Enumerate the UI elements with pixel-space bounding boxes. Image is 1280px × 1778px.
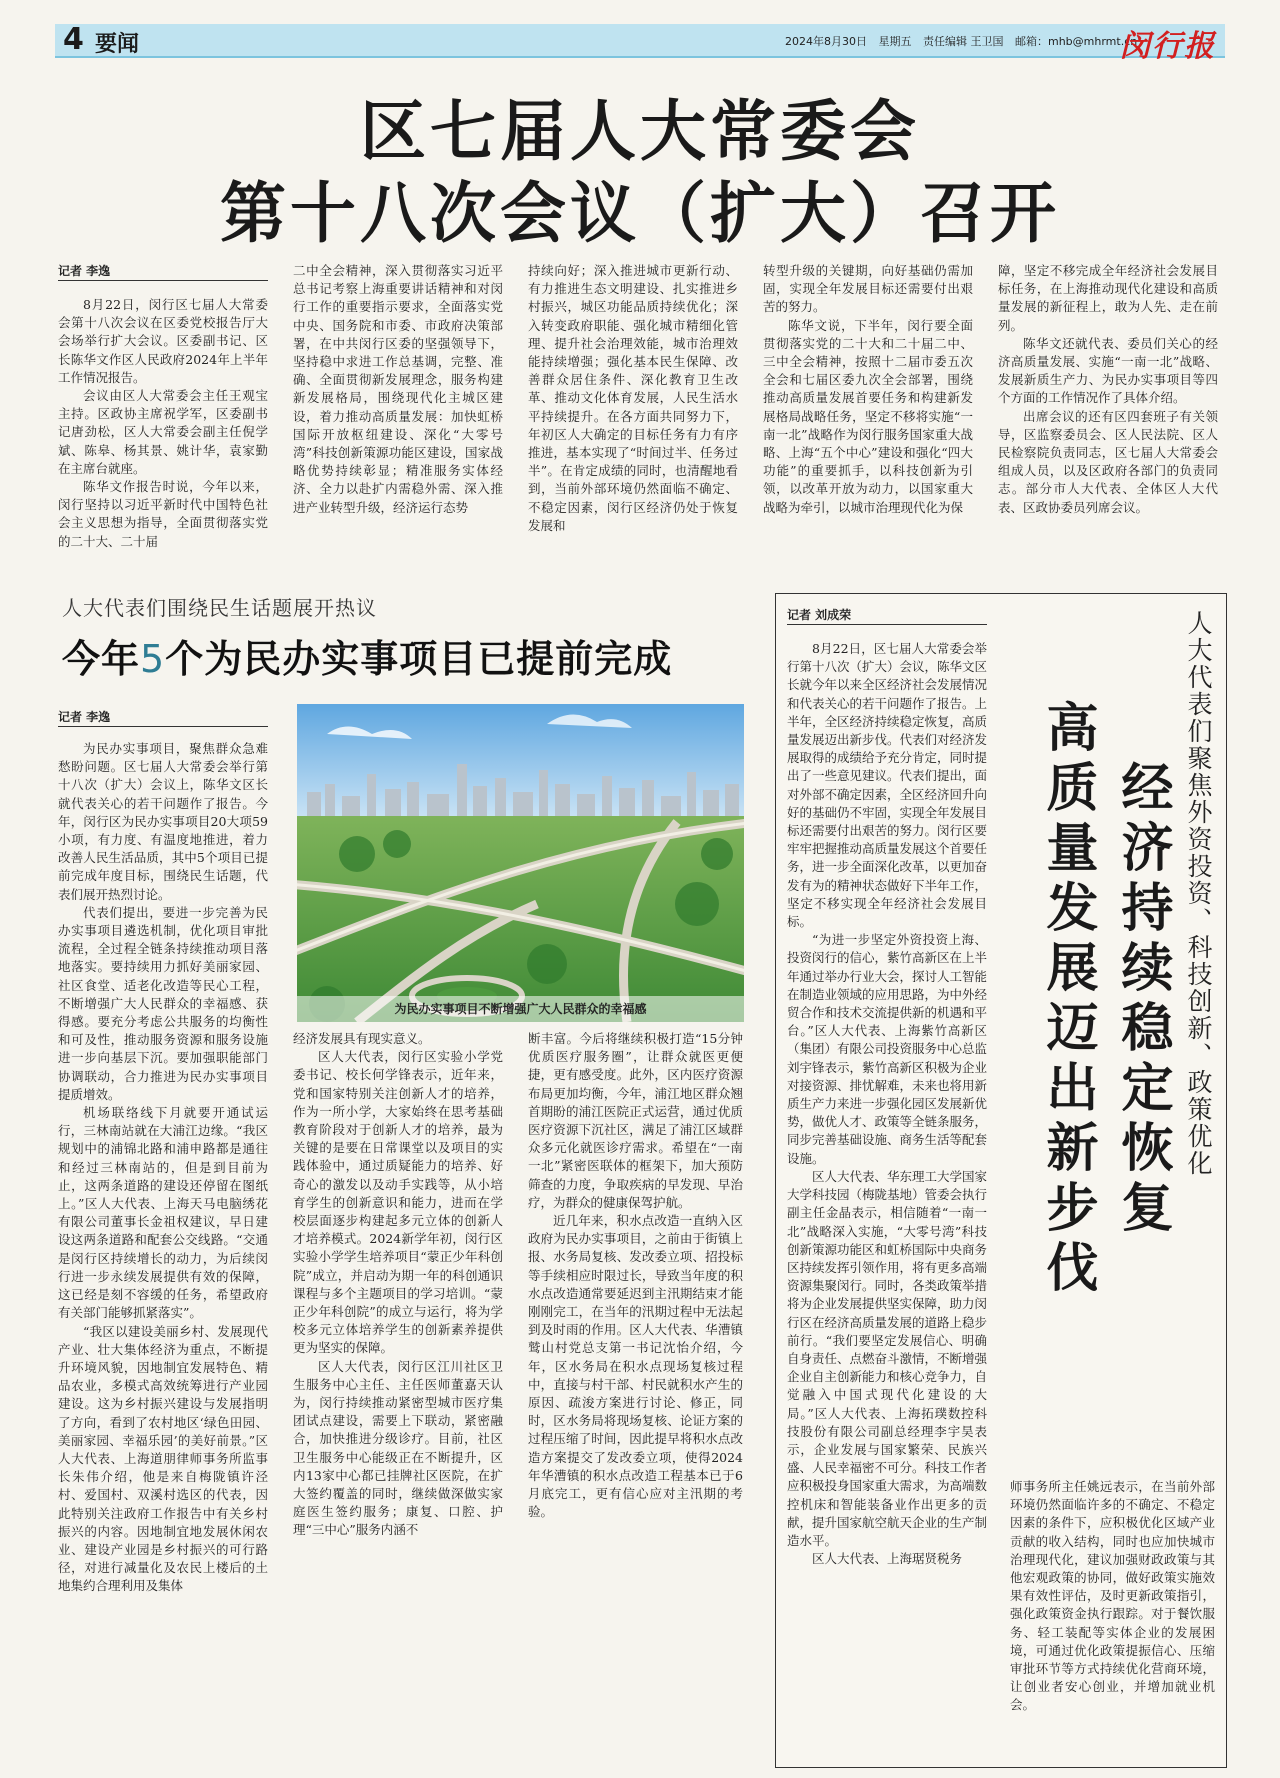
paragraph: 8月22日，区七届人大常委会举行第十八次（扩大）会议，陈华文区长就今年以来全区经济社会发展情况和代表关心的若干问题作了报告。上半年，全区经济持续稳定恢复，高质量发展迈出新步伐。代表们对经济发展取得的成绩给予充分肯定，同时提出了一些意见建议。代表们提出，面对外部不确定因素，全区经济回升向好的基础仍不牢固，实现全年发展目标还需要付出艰苦的努力。闵行区要牢牢把握推动高质量发展这个首要任务，进一步全面深化改革，以更加奋发有为的精神状态做好下半年工作，坚定不移实现全年经济社会发展目标。 — [787, 641, 987, 930]
paragraph: 区人大代表、上海琚贤税务 — [812, 1551, 963, 1567]
paragraph: 陈华文作报告时说，今年以来，闵行坚持以习近平新时代中国特色社会主义思想为指导，全面贯彻落实党的二十大、二十届 — [58, 479, 268, 549]
section-title: 要闻 — [95, 32, 140, 57]
story3-vertical-subtitle: 人大代表们聚焦外资投资、科技创新、政策优化 — [1184, 610, 1213, 1177]
page-header — [55, 22, 1225, 64]
paragraph: “我区以建设美丽乡村、发展现代产业、壮大集体经济为重点，不断提升环境风貌，因地制宜发展特色、精品农业，多模式高效统筹进行产业园建设。这为乡村振兴建设与发展指明了方向，看到了农村地区‘绿色田园、美丽家园、幸福乐园’的美好前景。”区人大代表、上海道朋律师事务所监事长朱伟介绍，他是来自梅陇镇许泾村、爱国村、双溪村选区的代表，因此特别关注政府工作报告中有关乡村振兴的内容。因地制宜地发展休闲农业、建设产业园是乡村振兴的可行路径，对进行减量化及农民上楼后的土地集约合理利用及集体 — [58, 1323, 268, 1594]
page-number: 4 — [63, 22, 84, 57]
paragraph: 区人大代表，闵行区江川社区卫生服务中心主任、主任医师董嘉天认为，闵行持续推动紧密型城市医疗集团试点建设，需要上下联动，紧密融合，加快推进分级诊疗。目前，社区卫生服务中心能级正在不断提升，区内13家中心都已挂牌社区医院，在扩大签约覆盖的同时，继续做深做实家庭医生签约服务；康复、口腔、护理“三中心”服务内涵不 — [293, 1358, 503, 1538]
paragraph: 近几年来，积水点改造一直纳入区政府为民办实事项目，之前由于街镇上报、水务局复核、发改委立项、招投标等手续相应时限过长，导致当年度的积水点改造通常要延迟到主汛期结束才能刚刚完工，在当年的汛期过程中无法起到及时雨的作用。区人大代表、华漕镇鹫山村党总支第一书记沈怡介绍，今年，区水务局在积水点现场复核过程中，直接与村干部、村民就积水产生的原因、疏浚方案进行讨论、修正，同时，区水务局将现场复核、论证方案的过程压缩了时间，因此提早将积水点改造方案提交了发改委立项，使得2024年华漕镇的积水点改造工程基本已于6月底完工，更有信心应对主汛期的考验。 — [528, 1213, 743, 1520]
story2-byline-rule — [58, 726, 268, 727]
header-info — [785, 33, 1145, 49]
lead-byline-rule — [58, 280, 268, 281]
masthead-logo: 闵行报 — [1120, 29, 1216, 64]
photo-caption: 为民办实事项目不断增强广大人民群众的幸福感 — [297, 996, 744, 1022]
paragraph: 区人大代表、华东理工大学国家大学科技园（梅陇基地）管委会执行副主任金晶表示，相信随着“一南一北”战略深入实施，“大零号湾”科技创新策源功能区和虹桥国际中央商务区持续发挥引领作用，将有更多高端资源集聚闵行。同时，各类政策举措将为企业发展提供坚实保障，助力闵行区在经济高质量发展的道路上稳步前行。“我们要坚定发展信心、明确自身责任、点燃奋斗激情，不断增强企业自主创新能力和核心竞争力，自觉融入中国式现代化建设的大局。”区人大代表、上海拓璞数控科技股份有限公司副总经理李宇昊表示，企业发展与国家繁荣、民族兴盛、人民幸福密不可分。科技工作者应积极投身国家重大需求，为高端数控机床和智能装备业作出更多的贡献，提升国家航空航天企业的生产制造水平。 — [787, 1168, 987, 1548]
story3-byline: 记者 刘成荣 — [787, 608, 852, 622]
story3-column-2 — [1010, 1478, 1215, 1762]
lead-column-2 — [293, 262, 503, 566]
issue-weekday: 星期五 — [878, 35, 912, 48]
paragraph: 陈华文说，下半年，闵行要全面贯彻落实党的二十大和二十届二中、三中全会精神，按照十二届市委五次全会和七届区委九次全会部署，围绕推动高质量发展首要任务和构建新发展格局战略任务，坚定不移将实施“一南一北”战略作为闵行服务国家重大战略、上海“五个中心”建设和强化“四大功能”的重要抓手，以科技创新为引领，以改革开放为动力，以国家重大战略为牵引，以城市治理现代化为保 — [763, 317, 973, 515]
lead-column-4 — [763, 262, 973, 566]
paragraph: 二中全会精神，深入贯彻落实习近平总书记考察上海重要讲话精神和对闵行工作的重要指示要求，全面落实党中央、国务院和市委、市政府决策部署，在中共闵行区委的坚强领导下，坚持稳中求进工作总基调，完整、准确、全面贯彻新发展理念，服务构建新发展格局，围绕现代化主城区建设，着力推动高质量发展：加快虹桥国际开放枢纽建设、深化“大零号湾”科技创新策源功能区建设，国家战略优势持续彰显；精准服务实体经济、全力以赴扩内需稳外需、深入推进产业转型升级，经济运行态势 — [293, 263, 503, 515]
story3-byline-rule — [787, 624, 987, 625]
interchange-photo — [297, 704, 744, 1022]
paragraph: 区人大代表，闵行区实验小学党委书记、校长何学锋表示，近年来，党和国家特别关注创新人才的培养，作为一所小学，大家始终在思考基础教育阶段对于创新人才的培养，最为关键的是要在日常课堂以及项目的实践体验中，通过质疑能力的培养、好奇心的激发以及动手实践等，从小培育学生的创新意识和能力，进而在学校层面逐步构建起多元立体的创新人才培养模式。2024新学年初，闵行区实验小学学生培养项目“蒙正少年科创院”成立，并启动为期一年的科创通识课程与多个主题项目的学习培训。“蒙正少年科创院”的成立与运行，将为学校多元立体培养学生的创新素养提供更为坚实的保障。 — [293, 1049, 503, 1356]
paragraph: 8月22日，闵行区七届人大常委会第十八次会议在区委党校报告厅大会场举行扩大会议。区委副书记、区长陈华文作区人民政府2024年上半年工作情况报告。 — [58, 297, 268, 385]
story2-headline-post: 个为民办实事项目已提前完成 — [165, 637, 673, 681]
story2-subhead: 人大代表们围绕民生话题展开热议 — [62, 596, 377, 620]
paragraph: 师事务所主任姚远表示，在当前外部环境仍然面临许多的不确定、不稳定因素的条件下，应积极优化区域产业贡献的收入结构，同时也应加快城市治理现代化，建议加强财政政策与其他宏观政策的协同，做好政策实施效果有效性评估，及时更新政策指引，强化政策资金执行跟踪。对于餐饮服务、轻工装配等实体企业的发展困境，可通过优化政策提振信心、压缩审批环节等方式持续优化营商环境，让创业者安心创业，并增加就业机会。 — [1010, 1479, 1215, 1713]
paragraph: 持续向好；深入推进城市更新行动、有力推进生态文明建设、扎实推进乡村振兴，城区功能品质持续优化；深入转变政府职能、强化城市精细化管理、提升社会治理效能，城市治理效能持续增强；强化基本民生保障、改善群众居住条件、深化教育卫生改革、推动文化体育发展，人民生活水平持续提升。在各方面共同努力下，年初区人大确定的目标任务有力有序推进，基本实现了“时间过半、任务过半”。在肯定成绩的同时，也清醒地看到，当前外部环境仍然面临不确定、不稳定因素，闵行区经济仍处于恢复发展和 — [528, 263, 738, 533]
paragraph: 转型升级的关键期，向好基础仍需加固，实现全年发展目标还需要付出艰苦的努力。 — [763, 263, 973, 315]
paragraph: 出席会议的还有区四套班子有关领导，区监察委员会、区人民法院、区人民检察院负责同志，区七届人大常委会组成人员，以及区政府各部门的负责同志。部分市人大代表、全体区人大代表、区政协委员列席会议。 — [998, 408, 1218, 515]
lead-column-5 — [998, 262, 1218, 566]
story3-vertical-title-1: 经济持续稳定恢复 — [1112, 760, 1172, 1240]
lead-column-3 — [528, 262, 738, 566]
paragraph: 断丰富。今后将继续积极打造“15分钟优质医疗服务圈”，让群众就医更便捷，更有感受度。此外，区内医疗资源布局更加均衡，今年，浦江地区群众翘首期盼的浦江医院正式运营，通过优质医疗资源下沉社区，满足了浦江区域群众多元化就医诊疗需求。希望在“一南一北”紧密医联体的框架下，加大预防筛查的力度，争取疾病的早发现、早治疗，为群众的健康保驾护航。 — [528, 1031, 743, 1210]
issue-date: 2024年8月30日 — [785, 35, 867, 48]
editor-email: 邮箱：mhb@mhrmt.cn — [1015, 35, 1138, 48]
lead-column-1 — [58, 296, 268, 566]
story3-vertical-title-2: 高质量发展迈出新步伐 — [1037, 700, 1097, 1300]
paragraph: 陈华文还就代表、委员们关心的经济高质量发展、实施“一南一北”战略、发展新质生产力、为民办实事项目等四个方面的工作情况作了具体介绍。 — [998, 335, 1218, 406]
lead-headline-line2: 第十八次会议（扩大）召开 — [220, 175, 1060, 252]
story2-byline: 记者 李逸 — [58, 710, 111, 724]
paragraph: 会议由区人大常委会主任王观宝主持。区政协主席祝学军，区委副书记唐劲松，区人大常委会副主任倪学斌、陈皋、杨其景、姚计华，袁家勤在主席台就座。 — [58, 388, 268, 476]
story3-column-1 — [787, 640, 987, 1762]
paragraph: 为民办实事项目，聚焦群众急难愁盼问题。区七届人大常委会举行第十八次（扩大）会议上，陈华文区长就代表关心的若干问题作了报告。今年，闵行区为民办实事项目20大项59小项，有力度、有温度地推进，着力改善人民生活品质，其中5个项目已提前完成年度目标，围绕民生话题，代表们展开热烈讨论。 — [58, 741, 268, 902]
paragraph: 代表们提出，要进一步完善为民办实事项目遴选机制，优化项目审批流程，全过程全链条持续推动项目落地落实。要持续用力抓好美丽家园、社区食堂、适老化改造等民心工程，不断增强广大人民群众的幸福感、获得感。要充分考虑公共服务的均衡性和可及性，推动服务资源和服务设施进一步向基层下沉。要加强职能部门协调联动，合力推进为民办实事项目提质增效。 — [58, 904, 268, 1102]
lead-headline-line1: 区七届人大常委会 — [360, 93, 920, 170]
story2-headline-pre: 今年 — [62, 637, 141, 681]
lead-byline: 记者 李逸 — [58, 264, 111, 278]
aerial-interchange-illustration — [297, 704, 744, 1022]
story2-column-1 — [58, 740, 268, 1768]
paragraph: “为进一步坚定外资投资上海、投资闵行的信心，紫竹高新区在上半年通过举办行业大会，探讨人工智能在制造业领域的应用思路，为中外经贸合作和技术交流提供新的机遇和平台。”区人大代表、上海紫竹高新区（集团）有限公司投资服务中心总监刘宇锋表示，紫竹高新区积极为企业对接资源、排忧解难，未来也将用新质生产力来进一步强化园区发展新优势，做优人才、政策等全链条服务，同步完善基础设施、商务生活等配套设施。 — [787, 932, 987, 1166]
paragraph: 障，坚定不移完成全年经济社会发展目标任务，在上海推动现代化建设和高质量发展的新征程上，敢为人先、走在前列。 — [998, 263, 1218, 333]
story2-headline-number: 5 — [140, 637, 166, 681]
story2-column-2 — [293, 1030, 503, 1768]
story2-headline — [62, 628, 672, 683]
story2-column-3 — [528, 1030, 743, 1768]
paragraph: 经济发展具有现实意义。 — [293, 1031, 431, 1046]
editor-credit: 责任编辑 王卫国 — [923, 35, 1004, 48]
paragraph: 机场联络线下月就要开通试运行，三林南站就在大浦江边缘。“我区规划中的浦锦北路和浦申路都是通往和经过三林南站的，但是到目前为止，这两条道路的建设还停留在图纸上。”区人大代表、上海天马电脑绣花有限公司董事长金祖权建议，早日建设这两条道路和配套公交线路。“交通是闵行区持续增长的动力，为后续闵行进一步永续发展提供有效的保障，这已经是刻不容缓的任务，希望政府有关部门能够抓紧落实”。 — [58, 1105, 268, 1321]
